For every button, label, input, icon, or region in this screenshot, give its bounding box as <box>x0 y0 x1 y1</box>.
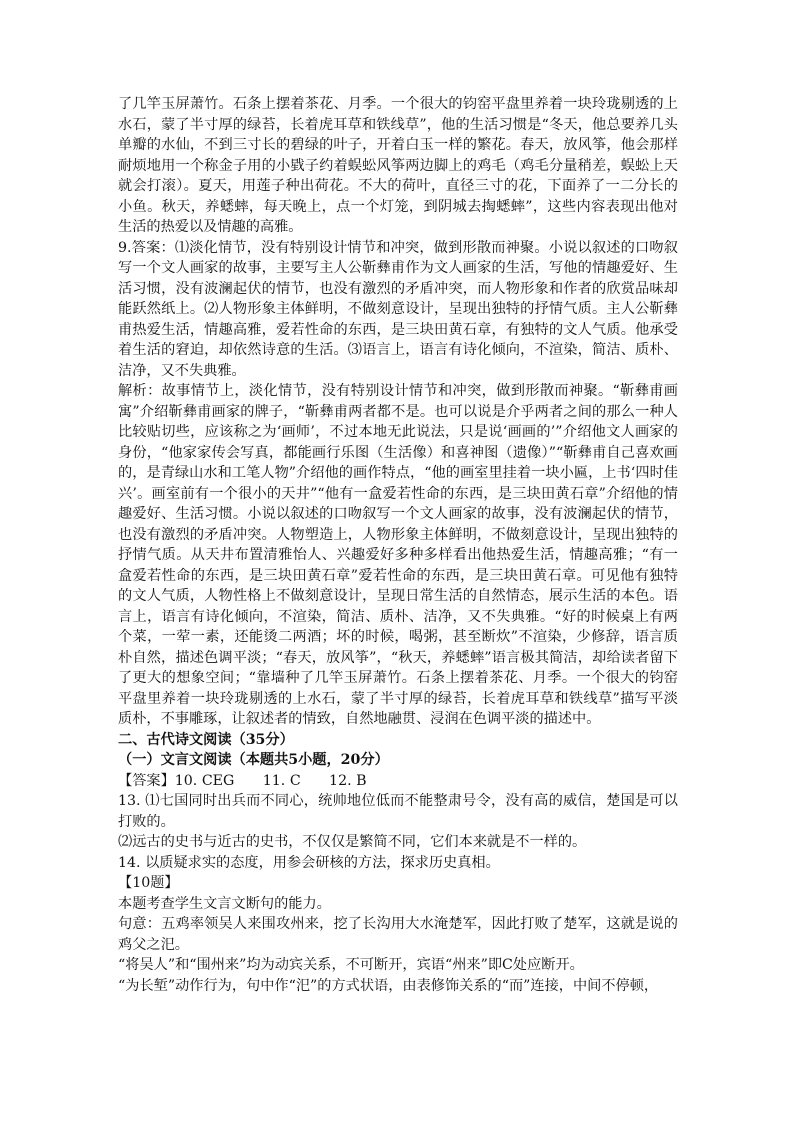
section-heading: 二、古代诗文阅读（35分） <box>118 731 294 748</box>
analysis-9: 解析：故事情节上，淡化情节，没有特别设计情节和冲突，做到形散而神聚。“靳彝甫画寓”介绍靳彝甫画家的牌子，“靳彝甫两者都不是。也可以说是介乎两者之间的那么一种人比较贴切些，应该称之为‘画师’，不过本地无此说法，只是说‘画画的’”介绍他文人画家的身份，“他家家传会写真，都能画行乐图（生活像）和喜神图（遗像）”“靳彝甫自己喜欢画的，是青绿山水和工笔人物”介绍他的画作特点，“他的画室里挂着一块小匾，上书‘四时佳兴’。画室前有一个很小的天井”“他有一盒爱若性命的东西，是三块田黄石章”介绍他的情趣爱好、生活习惯。小说以叙述的口吻叙写一个文人画家的故事，没有波澜起伏的情节，也没有激烈的矛盾冲突。人物塑造上，人物形象主体鲜明，不做刻意设计，呈现出独特的抒情气质。从天井布置清雅怡人、兴趣爱好多种多样看出他热爱生活，情趣高雅；“有一盒爱若性命的东西，是三块田黄石章”爱若性命的东西，是三块田黄石章。可见他有独特的文人气质，人物性格上不做刻意设计，呈现日常生活的自然情态，展示生活的本色。语言上，语言有诗化倾向，不渲染，简洁、质朴、洁净，又不失典雅。“好的时候桌上有两个菜，一荤一素，还能烫二两酒；坏的时候，喝粥，甚至断炊”不渲染，少修辞，语言质朴自然，描述色调平淡；“春天，放风筝”，“秋天，养蟋蟀”语言极其简洁，却给读者留下了更大的想象空间；“靠墙种了几竿玉屏萧竹。石条上摆着茶花、月季。一个很大的钧窑平盘里养着一块玲珑剔透的上水石，蒙了半寸厚的绿苔，长着虎耳草和铁线草”描写平淡质朴，不事雕琢，让叙述者的情致，自然地融贯、浸润在色调平淡的描述中。 <box>118 383 678 727</box>
answer-9: 9.答案：⑴淡化情节，没有特别设计情节和冲突，做到形散而神聚。小说以叙述的口吻叙写一个文人画家的故事，主要写主人公靳彝甫作为文人画家的生活，写他的情趣爱好、生活习惯，没有波澜起伏的情节，也没有激烈的矛盾冲突，而人物形象和作者的欣赏品味却能跃然纸上。⑵人物形象主体鲜明，不做刻意设计，呈现出独特的抒情气质。主人公靳彝甫热爱生活，情趣高雅，爱若性命的东西，是三块田黄石章，有独特的文人气质。他承受着生活的窘迫，却依然诗意的生活。⑶语言上，语言有诗化倾向，不渲染，简洁、质朴、洁净，又不失典雅。 <box>118 239 678 379</box>
answer-13-2: ⑵远古的史书与近古的史书，不仅仅是繁简不同，它们本来就是不一样的。 <box>118 834 587 850</box>
question-10-intro: 本题考查学生文言文断句的能力。 <box>118 895 331 912</box>
subsection-heading: （一）文言文阅读（本题共5小题，20分） <box>118 752 389 768</box>
question-10-label: 【10题】 <box>118 875 179 891</box>
question-10-note-1: “将吴人”和“围州来”均为动宾关系，不可断开，宾语“州来”即C处应断开。 <box>118 957 584 973</box>
document-page <box>118 94 678 996</box>
question-10-note-2: “为长堑”动作行为，句中作“汜”的方式状语，由表修饰关系的“而”连接，中间不停顿， <box>118 977 659 994</box>
answer-13-1: 13. ⑴七国同时出兵而不同心，统帅地位低而不能整肃号令，没有高的威信，楚国是可以打败的。 <box>118 793 678 830</box>
answer-14: 14. 以质疑求实的态度，用参会研核的方法，探求历史真相。 <box>118 854 500 871</box>
answer-10-12: 【答案】10. CEG 11. C 12. B <box>118 772 367 789</box>
question-10-translation: 句意：五鸡率领吴人来围攻州来，挖了长沟用大水淹楚军，因此打败了楚军，这就是说的鸡父之汜。 <box>118 916 678 953</box>
paragraph: 了几竿玉屏萧竹。石条上摆着茶花、月季。一个很大的钧窑平盘里养着一块玲珑剔透的上水石，蒙了半寸厚的绿苔，长着虎耳草和铁线草”，他的生活习惯是“冬天，他总要养几头单瓣的水仙，不到三寸长的碧绿的叶子，开着白玉一样的繁花。春天，放风筝，他会那样耐烦地用一个称金子用的小戥子约着蜈蚣风筝两边脚上的鸡毛（鸡毛分量稍差，蜈蚣上天就会打滚）。夏天，用莲子种出荷花。不大的荷叶，直径三寸的花，下面养了一二分长的小鱼。秋天，养蟋蟀，每天晚上，点一个灯笼，到阴城去掏蟋蟀”，这些内容表现出他对生活的热爱以及情趣的高雅。 <box>118 96 678 235</box>
